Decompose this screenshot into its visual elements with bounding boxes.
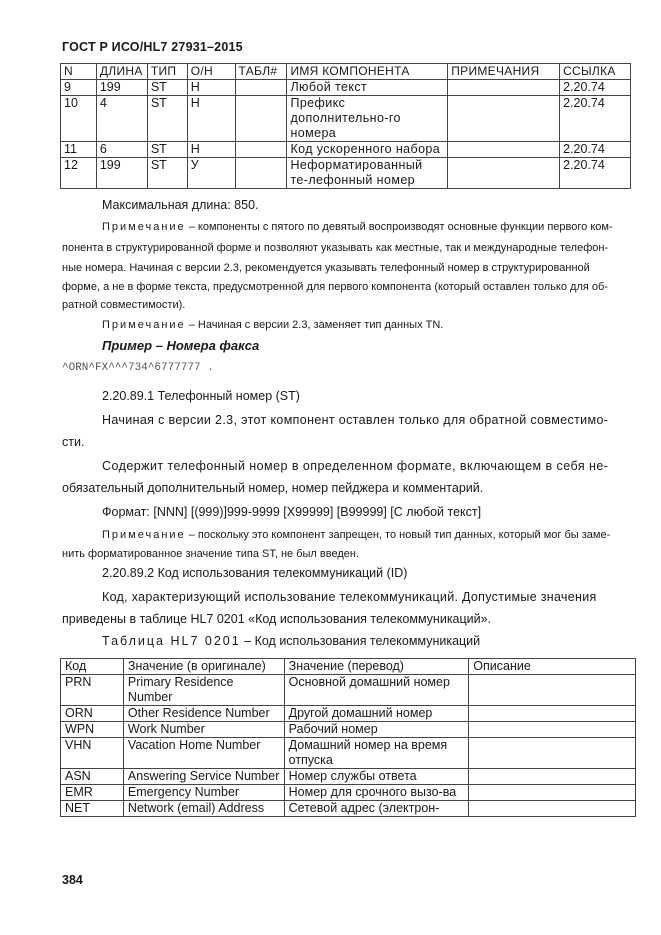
table-cell: Vacation Home Number [123,738,284,769]
table-row [61,675,636,706]
table-cell: 6 [96,142,147,158]
table-cell: 2.20.74 [560,96,631,142]
table-cell [448,80,560,96]
note-1-line [102,220,613,235]
table-cell: Любой текст [287,80,448,96]
column-header: N [61,64,97,80]
paragraph-line: обязательный дополнительный номер, номер пейджера и комментарий. [62,481,484,495]
section-title: 2.20.89.2 Код использования телекоммуникаций (ID) [102,566,408,580]
table-cell [235,80,287,96]
column-header: ТАБЛ# [235,64,287,80]
example-title: Пример – Номера факса [102,338,260,353]
table-row [61,722,636,738]
table-cell: 199 [96,80,147,96]
table-cell [448,158,560,189]
table-row [61,738,636,769]
table-row [61,769,636,785]
table-cell [469,722,636,738]
paragraph-line: приведены в таблице HL7 0201 «Код использования телекоммуникаций». [62,612,492,626]
table-cell: Префикс дополнительно-го номера [287,96,448,142]
table-caption [102,634,480,649]
table-cell: Answering Service Number [123,769,284,785]
note-1-line: ратной совместимости). [62,299,186,311]
table-cell: Номер для срочного вызо-ва [284,785,469,801]
note-1-line: форме, а не в форме текста, предусмотренной для первого компонента (который оставлен только для об- [62,281,608,293]
table-cell: Work Number [123,722,284,738]
note-label: Примечание [102,529,186,541]
paragraph-line: Код, характеризующий использование телекоммуникаций. Допустимые значения [102,590,597,604]
column-header: О/Н [187,64,235,80]
column-header: Описание [469,659,636,675]
table-cell: 11 [61,142,97,158]
column-header: ПРИМЕЧАНИЯ [448,64,560,80]
table-cell: Основной домашний номер [284,675,469,706]
code-table [60,658,636,817]
document-header: ГОСТ Р ИСО/HL7 27931–2015 [62,40,243,54]
column-header: ИМЯ КОМПОНЕНТА [287,64,448,80]
paragraph-line: Начиная с версии 2.3, этот компонент оставлен только для обратной совместимо- [102,413,609,427]
table-cell: Неформатированный те-лефонный номер [287,158,448,189]
table-row [61,158,631,189]
table-cell: PRN [61,675,124,706]
table-cell: EMR [61,785,124,801]
table-row [61,96,631,142]
table-cell: ST [147,158,187,189]
paragraph-line: Содержит телефонный номер в определенном формате, включающем в себя не- [102,459,609,473]
column-header: ССЫЛКА [560,64,631,80]
table-caption-label: Таблица HL7 0201 [102,634,241,648]
table-cell: Н [187,96,235,142]
table-cell: NET [61,801,124,817]
note-text: – Начиная с версии 2.3, заменяет тип данных TN. [185,319,444,331]
table-cell [448,96,560,142]
table-cell [469,769,636,785]
table-cell: Рабочий номер [284,722,469,738]
note-3-line: нить форматированное значение типа ST, не был введен. [62,548,359,560]
table-cell: ST [147,80,187,96]
table-caption-text: – Код использования телекоммуникаций [240,634,481,648]
example-code: ^ORN^FX^^^734^6777777 . [62,362,214,374]
table-cell: 4 [96,96,147,142]
table-cell: 12 [61,158,97,189]
column-header: Код [61,659,124,675]
note-text: – компоненты с пятого по девятый воспроизводят основные функции первого ком- [185,221,613,233]
table-cell: Other Residence Number [123,706,284,722]
table-cell: 2.20.74 [560,158,631,189]
column-header: ДЛИНА [96,64,147,80]
table-cell: ST [147,96,187,142]
table-cell: Primary Residence Number [123,675,284,706]
table-header-row [61,64,631,80]
table-cell [235,142,287,158]
table-row [61,142,631,158]
table-cell [469,675,636,706]
table-cell: Код ускоренного набора [287,142,448,158]
table-cell: 2.20.74 [560,142,631,158]
table-cell: 9 [61,80,97,96]
note-text: – поскольку это компонент запрещен, то новый тип данных, который мог бы заме- [185,529,611,541]
table-cell: Emergency Number [123,785,284,801]
max-length-text: Максимальная длина: 850. [102,198,259,212]
note-1-line: ные номера. Начиная с версии 2.3, рекомендуется указывать телефонный номер в структурированной [62,262,590,274]
column-header: ТИП [147,64,187,80]
table-cell [235,158,287,189]
format-line: Формат: [NNN] [(999)]999-9999 [X99999] [B99999] [C любой текст] [102,505,482,519]
column-header: Значение (в оригинале) [123,659,284,675]
note-2 [102,318,443,333]
table-cell [469,706,636,722]
table-cell [235,96,287,142]
table-row [61,785,636,801]
table-cell: Номер службы ответа [284,769,469,785]
table-cell: VHN [61,738,124,769]
table-cell: ST [147,142,187,158]
table-cell [448,142,560,158]
note-1-line: понента в структурированной форме и позволяют указывать как местные, так и международные телефон- [62,242,609,254]
table-cell: WPN [61,722,124,738]
table-cell: 10 [61,96,97,142]
table-cell: ASN [61,769,124,785]
page-number: 384 [62,873,83,887]
table-header-row [61,659,636,675]
table-cell: Н [187,142,235,158]
table-row [61,706,636,722]
table-cell: Домашний номер на время отпуска [284,738,469,769]
note-label: Примечание [102,319,186,331]
section-title: 2.20.89.1 Телефонный номер (ST) [102,389,300,403]
note-label: Примечание [102,221,186,233]
table-cell: У [187,158,235,189]
table-row [61,80,631,96]
table-cell: Другой домашний номер [284,706,469,722]
paragraph-line: сти. [62,435,85,449]
table-cell: 2.20.74 [560,80,631,96]
table-cell: Н [187,80,235,96]
table-cell: Сетевой адрес (электрон- [284,801,469,817]
table-row [61,801,636,817]
table-cell: Network (email) Address [123,801,284,817]
table-cell [469,785,636,801]
table-cell: 199 [96,158,147,189]
note-3-line [102,528,610,543]
table-cell: ORN [61,706,124,722]
table-cell [469,801,636,817]
column-header: Значение (перевод) [284,659,469,675]
component-table [60,63,631,189]
table-cell [469,738,636,769]
